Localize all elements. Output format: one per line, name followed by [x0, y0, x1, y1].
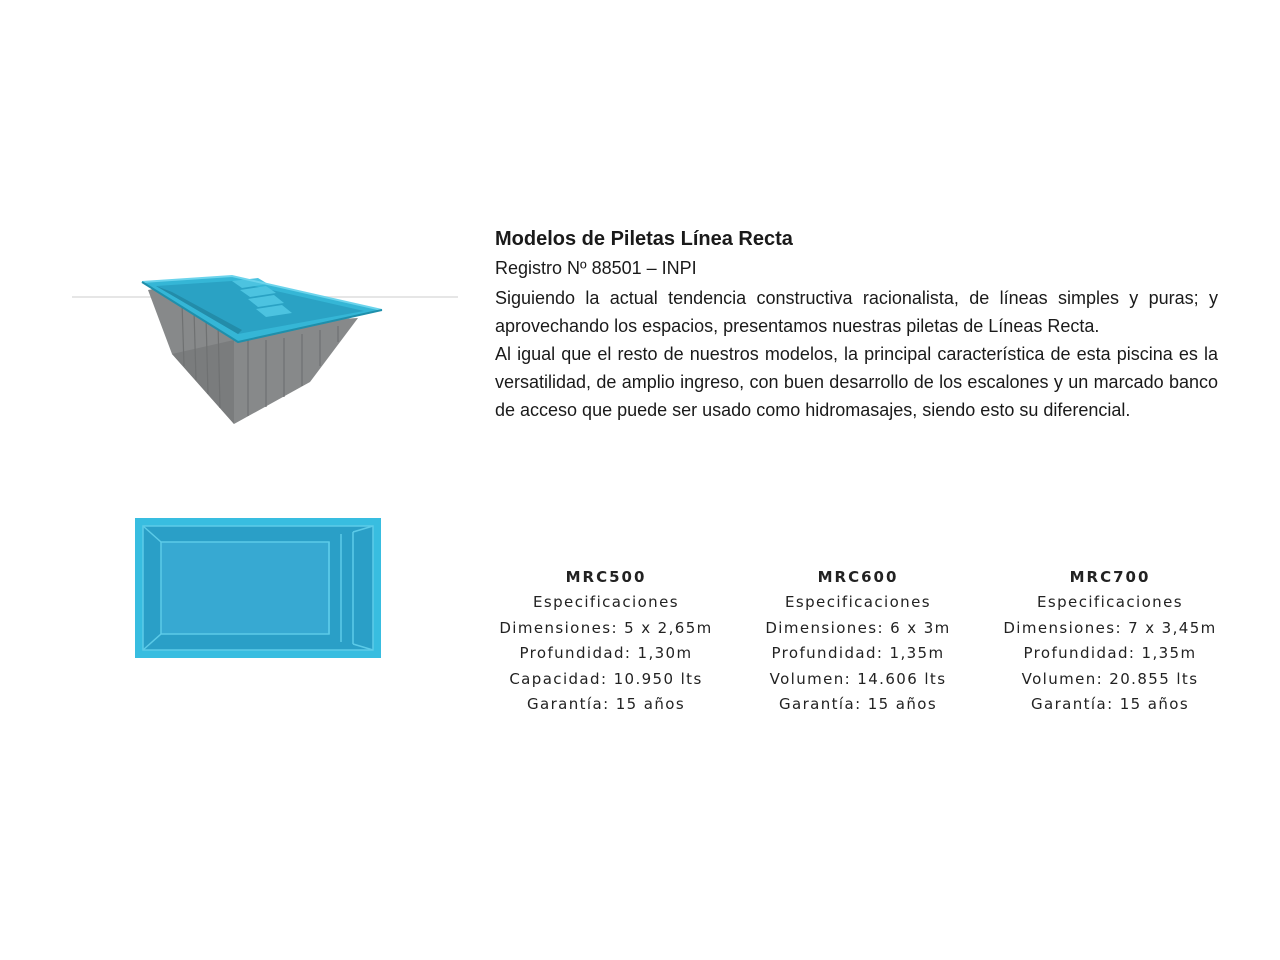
- models-specs: [480, 564, 1236, 724]
- spec-garantia: Garantía: 15 años: [778, 695, 938, 714]
- model-name: MRC700: [1069, 568, 1151, 586]
- description-paragraph: Siguiendo la actual tendencia constructiva racionalista, de líneas simples y puras; y aprovechando los espacios, presentamos nuestras piletas de Líneas Recta.: [495, 288, 1218, 336]
- spec-volumen: Volumen: 14.606 lts: [769, 669, 947, 688]
- model-name: MRC500: [565, 568, 647, 586]
- model-card-mrc600: [732, 564, 984, 718]
- spec-garantia: Garantía: 15 años: [1030, 695, 1190, 714]
- spec-profundidad: Profundidad: 1,35m: [771, 644, 945, 663]
- spec-profundidad: Profundidad: 1,35m: [1023, 644, 1197, 663]
- pool-top-view-illustration: [135, 518, 381, 658]
- page-title: Modelos de Piletas Línea Recta: [495, 228, 793, 250]
- pool-3d-illustration: [72, 262, 458, 462]
- spec-profundidad: Profundidad: 1,30m: [519, 644, 693, 663]
- description: [495, 284, 1218, 424]
- description-paragraph: Al igual que el resto de nuestros modelos, la principal característica de esta piscina es la versatilidad, de amplio ingreso, con buen desarrollo de los escalones y un marcado banco de acceso que puede ser usado como hidromasajes, siendo esto su diferencial.: [495, 344, 1218, 420]
- registration-number: Registro Nº 88501 – INPI: [495, 258, 697, 278]
- model-name: MRC600: [817, 568, 899, 586]
- model-card-mrc500: [480, 564, 732, 718]
- specs-label: Especificaciones: [533, 593, 679, 611]
- specs-label: Especificaciones: [1037, 593, 1183, 611]
- specs-label: Especificaciones: [785, 593, 931, 611]
- spec-dimensiones: Dimensiones: 6 x 3m: [765, 618, 951, 637]
- spec-dimensiones: Dimensiones: 7 x 3,45m: [1003, 618, 1217, 637]
- spec-dimensiones: Dimensiones: 5 x 2,65m: [499, 618, 713, 637]
- spec-capacidad: Capacidad: 10.950 lts: [509, 669, 703, 688]
- model-card-mrc700: [984, 564, 1236, 718]
- spec-volumen: Volumen: 20.855 lts: [1021, 669, 1199, 688]
- spec-garantia: Garantía: 15 años: [526, 695, 686, 714]
